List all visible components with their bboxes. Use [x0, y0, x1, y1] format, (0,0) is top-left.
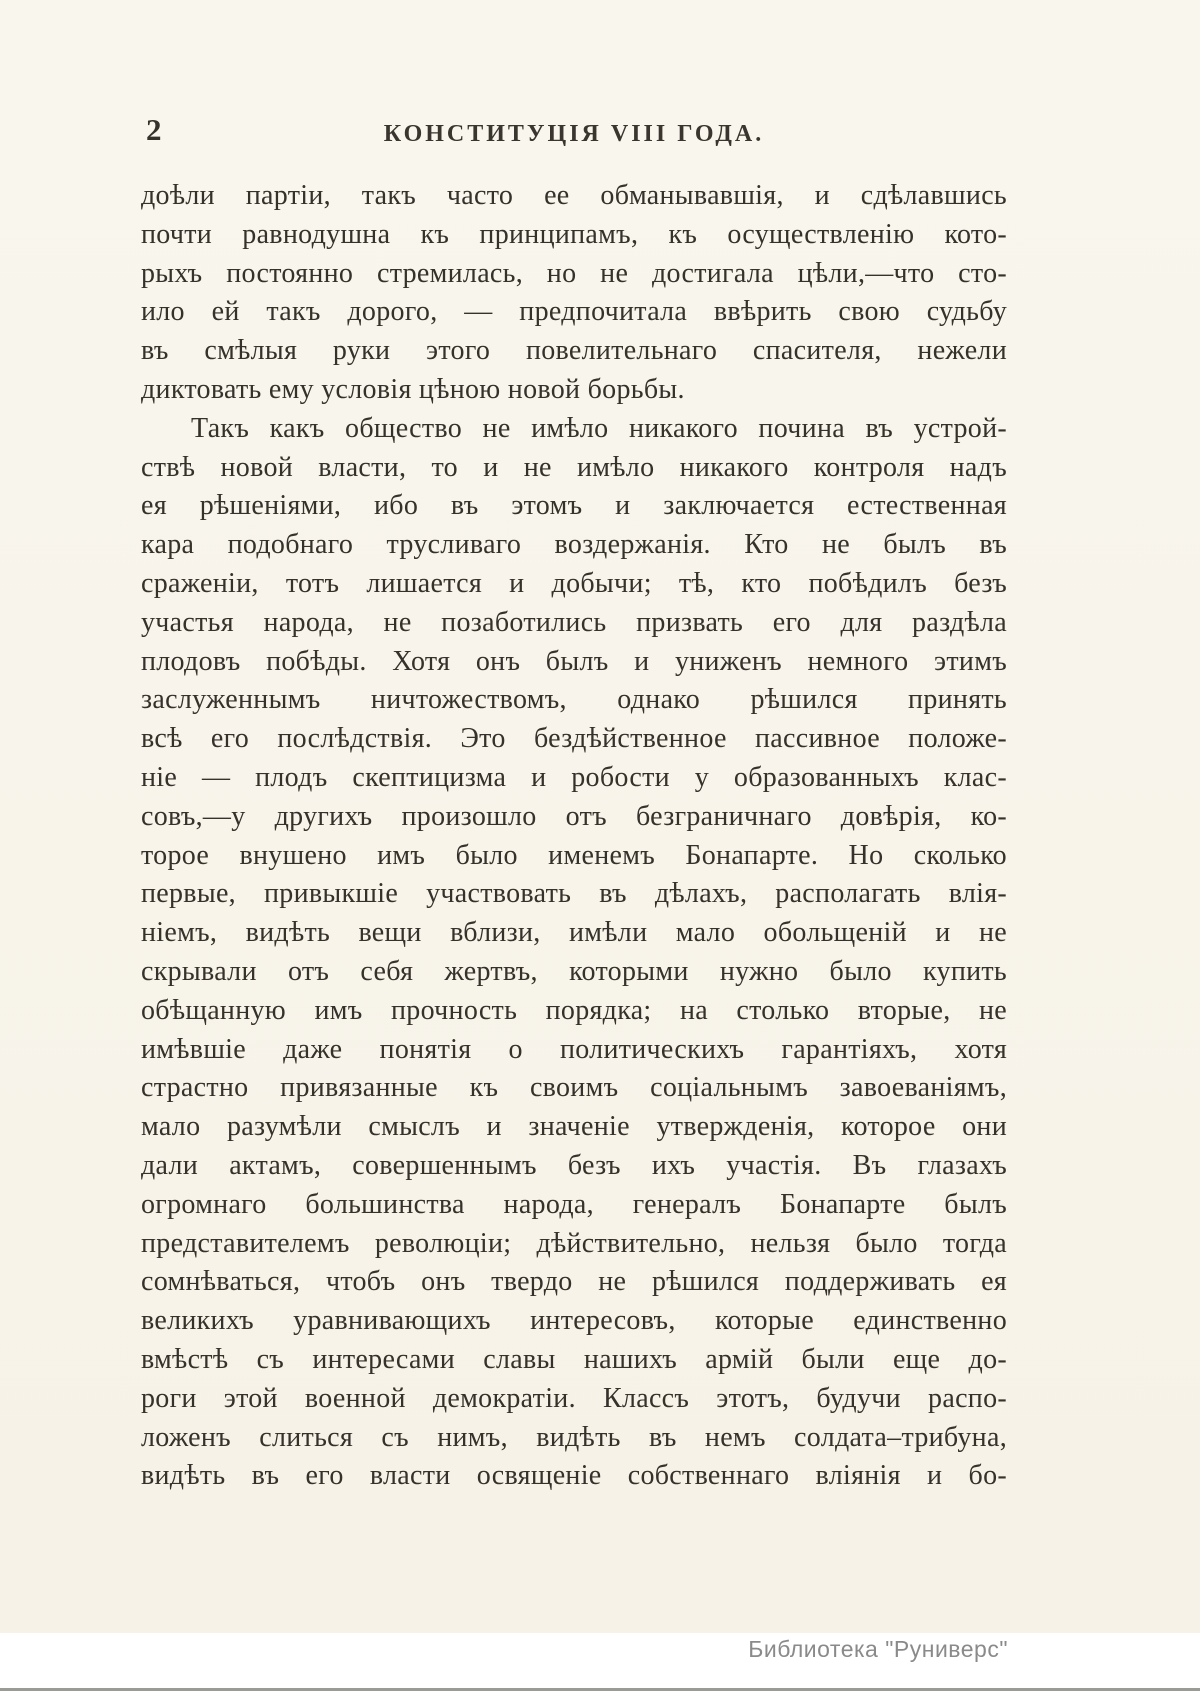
text-line: дали актамъ, совершеннымъ безъ ихъ участія. Въ глазахъ: [141, 1149, 1007, 1181]
text-line: первые, привыкшіе участвовать въ дѣлахъ, располагать влія-: [141, 878, 1007, 910]
text-line: торое внушено имъ было именемъ Бонапарте. Но сколько: [141, 839, 1007, 871]
text-line: сомнѣваться, чтобъ онъ твердо не рѣшился поддерживать ея: [141, 1266, 1007, 1298]
text-line: представителемъ революціи; дѣйствительно, нельзя было тогда: [141, 1227, 1007, 1259]
watermark-band: [0, 1633, 1200, 1691]
text-line: обѣщанную имъ прочность порядка; на столько вторые, не: [141, 994, 1007, 1026]
text-line: заслуженнымъ ничтожествомъ, однако рѣшился принять: [141, 684, 1007, 716]
text-line: огромнаго большинства народа, генералъ Бонапарте былъ: [141, 1188, 1007, 1220]
text-line: мало разумѣли смыслъ и значеніе утвержденія, которое они: [141, 1111, 1007, 1143]
text-line: ило ей такъ дорого, — предпочитала ввѣрить свою судьбу: [141, 296, 1007, 328]
text-line: всѣ его послѣдствія. Это бездѣйственное пассивное положе-: [141, 723, 1007, 755]
text-line: страстно привязанные къ своимъ соціальнымъ завоеваніямъ,: [141, 1072, 1007, 1104]
text-line: видѣть въ его власти освященіе собственнаго вліянія и бо-: [141, 1460, 1007, 1492]
text-line: плодовъ побѣды. Хотя онъ былъ и униженъ немного этимъ: [141, 645, 1007, 677]
body-text: [141, 177, 1007, 1496]
text-line: въ смѣлыя руки этого повелительнаго спасителя, нежели: [141, 335, 1007, 367]
text-line: доѣли партіи, такъ часто ее обманывавшія, и сдѣлавшись: [141, 180, 1007, 211]
page-number: 2: [146, 112, 163, 147]
text-line: совъ,—у другихъ произошло отъ безграничнаго довѣрія, ко-: [141, 800, 1007, 832]
text-line: великихъ уравнивающихъ интересовъ, которые единственно: [141, 1305, 1007, 1337]
text-line: ствѣ новой власти, то и не имѣло никакого контроля надъ: [141, 451, 1007, 483]
text-line: кара подобнаго трусливаго воздержанія. Кто не былъ въ: [141, 529, 1007, 561]
text-line: вмѣстѣ съ интересами славы нашихъ армій были еще до-: [141, 1343, 1007, 1375]
text-line: ніемъ, видѣть вещи вблизи, имѣли мало обольщеній и не: [141, 917, 1007, 949]
text-line: диктовать ему условія цѣною новой борьбы.: [141, 373, 685, 405]
text-line: ніе — плодъ скептицизма и робости у образованныхъ клас-: [141, 761, 1007, 793]
running-header: КОНСТИТУЦІЯ VIII ГОДА.: [383, 121, 765, 147]
text-line: ея рѣшеніями, ибо въ этомъ и заключается естественная: [141, 490, 1007, 522]
text-line: Такъ какъ общество не имѣло никакого почина въ устрой-: [191, 412, 1007, 444]
text-line: скрывали отъ себя жертвъ, которыми нужно было купить: [141, 955, 1007, 987]
text-line: роги этой военной демократіи. Классъ этотъ, будучи распо-: [141, 1382, 1007, 1414]
text-line: почти равнодушна къ принципамъ, къ осуществленію кото-: [141, 218, 1007, 250]
text-line: имѣвшіе даже понятія о политическихъ гарантіяхъ, хотя: [141, 1033, 1007, 1065]
watermark: Библиотека "Руниверс": [748, 1636, 1008, 1662]
text-line: сраженіи, тотъ лишается и добычи; тѣ, кто побѣдилъ безъ: [141, 567, 1007, 599]
text-line: ложенъ слиться съ нимъ, видѣть въ немъ солдата–трибуна,: [141, 1421, 1007, 1453]
text-line: рыхъ постоянно стремилась, но не достигала цѣли,—что сто-: [141, 257, 1007, 289]
text-line: участья народа, не позаботились призвать его для раздѣла: [141, 606, 1007, 638]
